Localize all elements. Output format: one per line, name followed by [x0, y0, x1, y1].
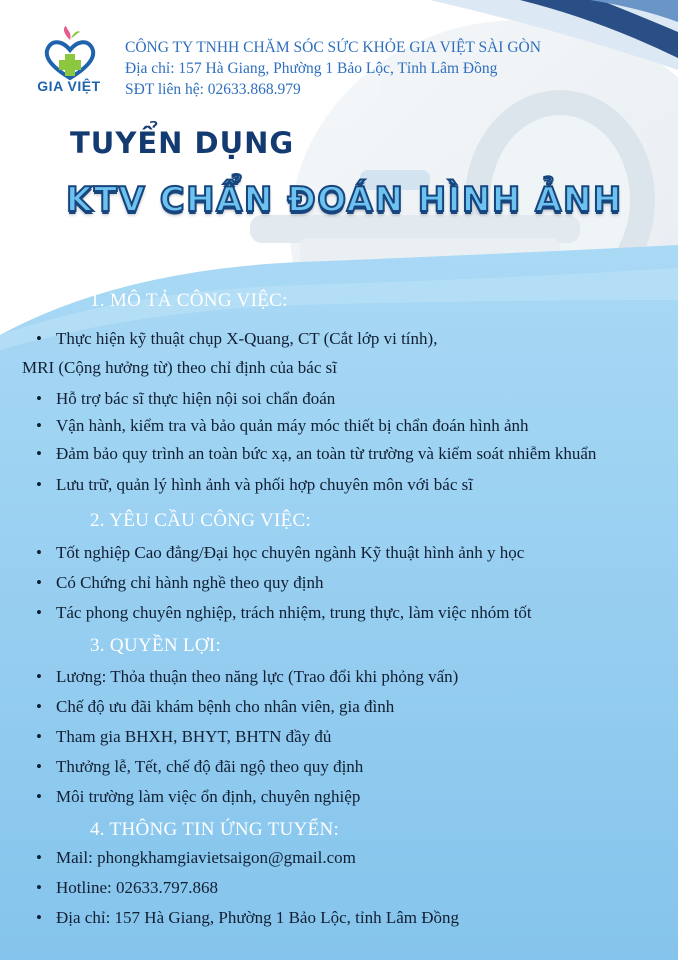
list-item: • Hỗ trợ bác sĩ thực hiện nội soi chẩn đoán — [36, 389, 336, 408]
list-item: • Tác phong chuyên nghiệp, trách nhiệm, trung thực, làm việc nhóm tốt — [36, 603, 532, 622]
section-heading-description: 1. MÔ TẢ CÔNG VIỆC: — [90, 290, 288, 311]
company-info — [125, 37, 541, 100]
list-item: • Lưu trữ, quản lý hình ảnh và phối hợp chuyên môn với bác sĩ — [36, 475, 473, 494]
list-item: • Thực hiện kỹ thuật chụp X-Quang, CT (Cắt lớp vi tính), — [36, 329, 438, 348]
recruitment-heading: TUYỂN DỤNG — [70, 126, 295, 160]
company-name: CÔNG TY TNHH CHĂM SÓC SỨC KHỎE GIA VIỆT SÀI GÒN — [125, 39, 541, 56]
job-title: KTV CHẨN ĐOÁN HÌNH ẢNH — [66, 180, 623, 220]
list-item: • Đảm bảo quy trình an toàn bức xạ, an toàn từ trường và kiểm soát nhiễm khuẩn — [36, 444, 597, 463]
list-item: • Thưởng lễ, Tết, chế độ đãi ngộ theo quy định — [36, 757, 364, 776]
contact-hotline[interactable]: • Hotline: 02633.797.868 — [36, 878, 218, 897]
list-item-continuation: MRI (Cộng hưởng từ) theo chỉ định của bác sĩ — [22, 358, 337, 377]
section-heading-benefits: 3. QUYỀN LỢI: — [90, 635, 222, 656]
logo-text: GIA VIỆT — [37, 78, 101, 94]
header — [0, 0, 678, 110]
contact-address: • Địa chỉ: 157 Hà Giang, Phường 1 Bảo Lộc, tỉnh Lâm Đồng — [36, 908, 460, 927]
list-item: • Vận hành, kiểm tra và bảo quản máy móc thiết bị chẩn đoán hình ảnh — [36, 416, 529, 435]
section-heading-application-info: 4. THÔNG TIN ỨNG TUYỂN: — [90, 819, 340, 840]
list-item: • Môi trường làm việc ổn định, chuyên nghiệp — [36, 787, 361, 806]
list-item: • Chế độ ưu đãi khám bệnh cho nhân viên, gia đình — [36, 697, 395, 716]
company-address: Địa chỉ: 157 Hà Giang, Phường 1 Bảo Lộc, Tỉnh Lâm Đồng — [125, 60, 498, 77]
list-item: • Tốt nghiệp Cao đẳng/Đại học chuyên ngành Kỹ thuật hình ảnh y học — [36, 543, 525, 562]
list-item: • Có Chứng chỉ hành nghề theo quy định — [36, 573, 324, 592]
list-item: • Tham gia BHXH, BHYT, BHTN đầy đủ — [36, 727, 332, 746]
list-item: • Lương: Thỏa thuận theo năng lực (Trao đổi khi phỏng vấn) — [36, 667, 459, 686]
section-heading-requirements: 2. YÊU CẦU CÔNG VIỆC: — [90, 510, 312, 531]
contact-email[interactable]: • Mail: phongkhamgiavietsaigon@gmail.com — [36, 848, 356, 867]
company-phone: SĐT liên hệ: 02633.868.979 — [125, 81, 301, 98]
